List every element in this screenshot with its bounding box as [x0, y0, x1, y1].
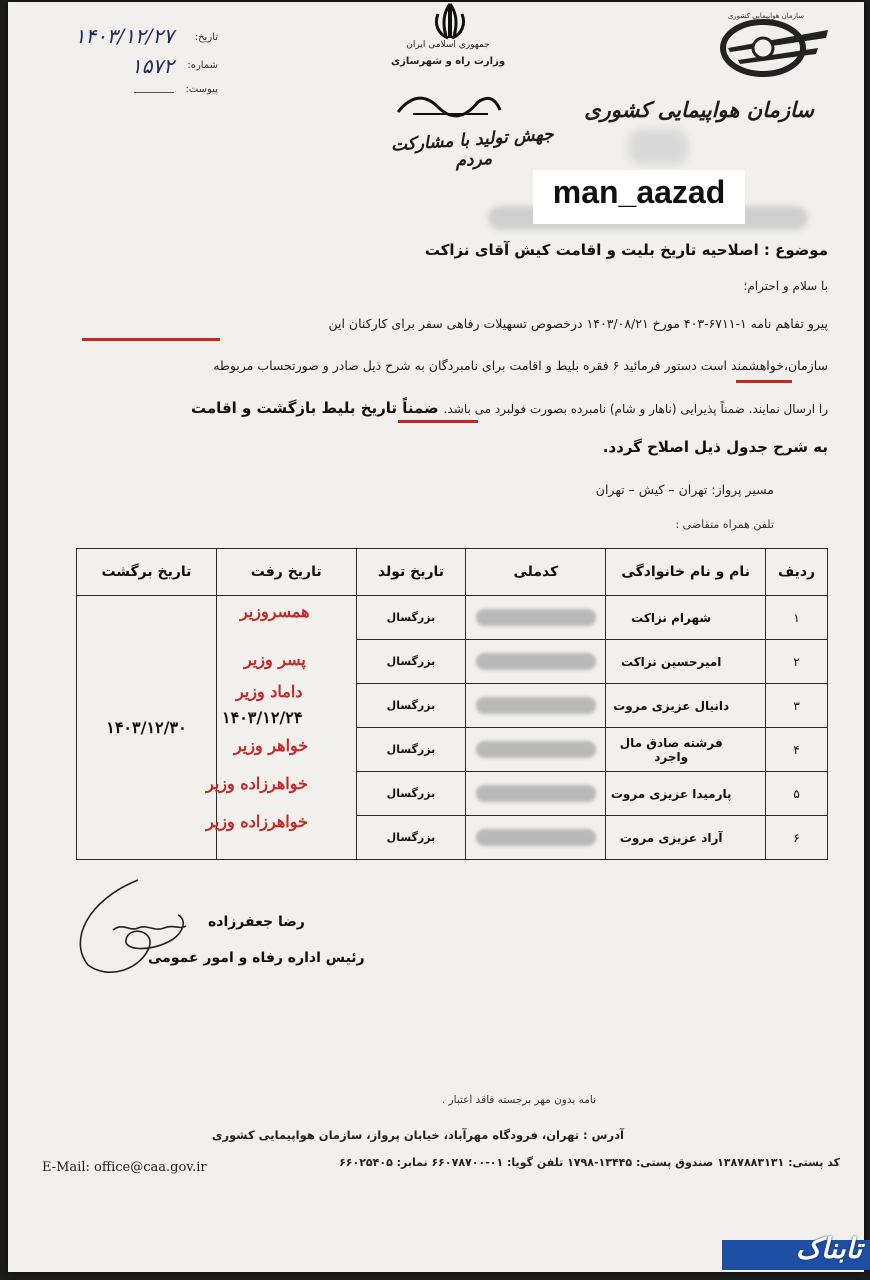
watermark-text: man_aazad — [552, 174, 726, 210]
age-group: بزرگسال — [356, 640, 466, 684]
tabnak-text: تابناک — [795, 1232, 862, 1265]
date-row — [28, 24, 218, 52]
body-line-3 — [191, 398, 828, 417]
body-line-4: به شرح جدول ذیل اصلاح گردد. — [602, 438, 828, 456]
relation-annotation: خواهرزاده وزیر — [206, 774, 308, 793]
table-row — [77, 596, 828, 640]
body-line-2: سازمان،خواهشمند است دستور فرمائید ۶ فقره بلیط و اقامت برای نامبردگان به شرح ذیل صادر و صورتحساب مربوطه — [213, 358, 828, 373]
attachment-label: پیوست: — [185, 84, 218, 95]
relation-annotation: پسر وزیر — [244, 650, 306, 669]
national-id-redacted — [466, 596, 606, 640]
age-group: بزرگسال — [356, 816, 466, 860]
relation-annotation: همسروزیر — [240, 602, 310, 621]
redaction-blur — [628, 129, 688, 165]
date-label: تاریخ: — [194, 32, 218, 43]
row-number: ۵ — [766, 772, 828, 816]
number-value: ۱۵۷۲ — [131, 54, 174, 78]
date-value: ۱۴۰۳/۱۲/۲۷ — [74, 24, 174, 48]
body-line-3-normal: را ارسال نمایند. ضمناً پذیرایی (ناهار و شام) نامبرده بصورت فولبرد می باشد. — [443, 402, 828, 416]
org-title: سازمان هواپیمایی کشوری — [584, 97, 814, 122]
passenger-name: آراد عزیزی مروت — [606, 816, 766, 860]
column-header: تاریخ تولد — [356, 549, 466, 596]
national-id-redacted — [466, 728, 606, 772]
relation-annotation: خواهر وزیر — [234, 736, 309, 755]
org-small-label: سازمان هواپیمایی کشوری — [727, 12, 804, 20]
column-header: ردیف — [766, 549, 828, 596]
email-line: E-Mail: office@caa.gov.ir — [42, 1160, 207, 1175]
tabnak-logo — [722, 1230, 870, 1280]
attachment-row — [28, 82, 218, 102]
contact-line: کد پستی: ۱۳۸۷۸۸۳۱۳۱ صندوق پستی: ۱۳۴۴۵-۱۷۹۸ تلفن گویا: ۰۱-۶۶۰۷۸۷۰۰ نمابر: ۶۶۰۲۵۴۰۵ — [339, 1156, 840, 1169]
row-number: ۱ — [766, 596, 828, 640]
phone-label: تلفن همراه متقاضی : — [675, 518, 774, 531]
passenger-table — [76, 548, 828, 860]
column-header: نام و نام خانوادگی — [606, 549, 766, 596]
column-header: تاریخ برگشت — [77, 549, 217, 596]
row-number: ۲ — [766, 640, 828, 684]
number-row — [28, 54, 218, 82]
age-group: بزرگسال — [356, 772, 466, 816]
return-date: ۱۴۰۳/۱۲/۳۰ — [106, 718, 187, 737]
national-id-redacted — [466, 772, 606, 816]
age-group: بزرگسال — [356, 684, 466, 728]
body-line-3-bold: ضمناً تاریخ بلیط بازگشت و اقامت — [191, 399, 439, 417]
return-cell — [77, 596, 217, 860]
motto-text: جهش تولید با مشارکت مردم — [390, 124, 555, 172]
subject-line: موضوع : اصلاحیه تاریخ بلیت و اقامت کیش آقای نزاکت — [424, 241, 828, 259]
row-number: ۴ — [766, 728, 828, 772]
row-number: ۳ — [766, 684, 828, 728]
column-header: کدملی — [466, 549, 606, 596]
age-group: بزرگسال — [356, 728, 466, 772]
passenger-name: دانیال عزیزی مروت — [606, 684, 766, 728]
age-group: بزرگسال — [356, 596, 466, 640]
red-underline — [82, 338, 220, 341]
passenger-name: امیرحسین نزاکت — [606, 640, 766, 684]
passenger-name: فرشته صادق مال واجرد — [606, 728, 766, 772]
national-emblem-icon — [432, 2, 468, 40]
relation-annotation: داماد وزیر — [236, 682, 303, 701]
departure-date: ۱۴۰۳/۱۲/۲۴ — [222, 708, 303, 727]
body-line-1: پیرو تفاهم نامه ۱-۶۷۱۱-۴۰۳ مورخ ۱۴۰۳/۰۸/۲۱ درخصوص تسهیلات رفاهی سفر برای کارکنان این — [328, 316, 828, 331]
signer-name: رضا جعفرزاده — [208, 914, 305, 930]
greeting: با سلام و احترام؛ — [743, 279, 828, 293]
relation-annotation: خواهرزاده وزیر — [206, 812, 308, 831]
national-id-redacted — [466, 816, 606, 860]
red-underline — [736, 380, 792, 383]
letter-page — [8, 2, 864, 1272]
signer-title: رئیس اداره رفاه و امور عمومی — [148, 950, 365, 966]
national-id-redacted — [466, 640, 606, 684]
column-header: تاریخ رفت — [216, 549, 356, 596]
passenger-name: پارمیدا عزیزی مروت — [606, 772, 766, 816]
red-underline — [398, 420, 478, 423]
row-number: ۶ — [766, 816, 828, 860]
number-label: شماره: — [187, 60, 218, 71]
address-line: آدرس : تهران، فرودگاه مهرآباد، خیابان پرواز، سازمان هواپیمایی کشوری — [211, 1128, 624, 1142]
national-id-redacted — [466, 684, 606, 728]
attachment-line — [134, 92, 174, 93]
table-header-row — [77, 549, 828, 596]
passenger-name: شهرام نزاکت — [606, 596, 766, 640]
validity-note: نامه بدون مهر برجسته فاقد اعتبار . — [441, 1094, 596, 1106]
route-line: مسیر پرواز: تهران – کیش – تهران — [595, 482, 774, 497]
calligraphy-icon — [388, 82, 508, 122]
republic-label: جمهوری اسلامی ایران — [406, 40, 490, 50]
ministry-label: وزارت راه و شهرسازی — [390, 56, 506, 67]
